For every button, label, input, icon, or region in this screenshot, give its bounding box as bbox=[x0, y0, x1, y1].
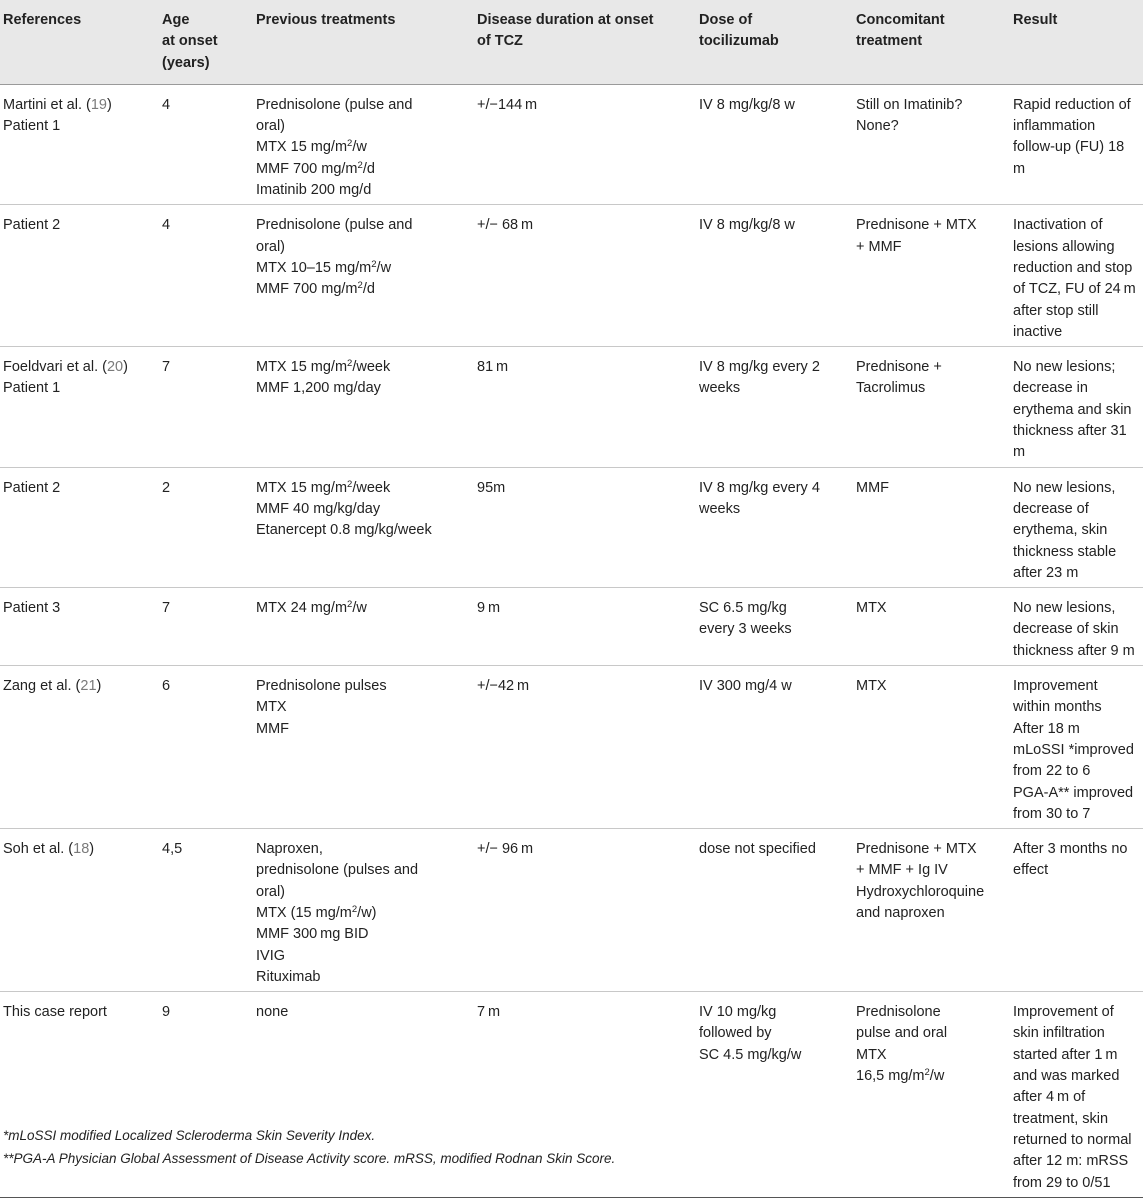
cell-line: effect bbox=[1013, 862, 1049, 879]
previous-treatments-cell bbox=[254, 829, 475, 992]
dose-cell bbox=[697, 666, 854, 829]
reference-line bbox=[3, 676, 156, 697]
age-cell bbox=[160, 829, 254, 992]
dose-cell bbox=[697, 84, 854, 204]
cell-line: After 3 months no bbox=[1013, 841, 1128, 858]
duration-cell bbox=[475, 666, 697, 829]
cell-line: from 30 to 7 bbox=[1013, 805, 1091, 822]
header-line: Result bbox=[1013, 12, 1058, 28]
header-line: References bbox=[3, 12, 82, 28]
concomitant-cell bbox=[854, 829, 1011, 992]
concomitant-cell bbox=[854, 666, 1011, 829]
cell-line: from 22 to 6 bbox=[1013, 763, 1091, 780]
text-segment: MTX 15 mg/m bbox=[256, 139, 348, 156]
cell-line: thickness stable bbox=[1013, 543, 1117, 560]
cell-line: every 3 weeks bbox=[699, 621, 792, 638]
cell-line: Etanercept 0.8 mg/kg/week bbox=[256, 522, 432, 539]
cell-line: IVIG bbox=[256, 947, 286, 964]
reference-cell bbox=[0, 588, 160, 666]
cell-line: Improvement bbox=[1013, 678, 1098, 695]
cell-line: from 29 to 0/51 bbox=[1013, 1174, 1111, 1191]
text-segment: /w) bbox=[357, 904, 377, 921]
duration-value: +/− 68 m bbox=[477, 217, 534, 234]
cell-line: Rapid reduction of bbox=[1013, 96, 1131, 113]
text-segment: /w bbox=[929, 1068, 945, 1085]
header-line: Previous treatments bbox=[256, 12, 396, 28]
concomitant-cell bbox=[854, 347, 1011, 467]
cell-line: SC 6.5 mg/kg bbox=[699, 600, 787, 617]
dose-cell bbox=[697, 347, 854, 467]
cell-line: Inactivation of bbox=[1013, 217, 1103, 234]
text-segment: MMF 700 mg/m bbox=[256, 160, 358, 177]
cell-line: m bbox=[1013, 444, 1026, 461]
age-cell bbox=[160, 347, 254, 467]
cell-line: after 23 m bbox=[1013, 564, 1079, 581]
age-cell bbox=[160, 205, 254, 347]
header-dose-of-tocilizumab bbox=[697, 0, 854, 84]
text-segment: /week bbox=[352, 479, 391, 496]
superscript: 2 bbox=[351, 903, 358, 915]
cell-line: MMF 40 mg/kg/day bbox=[256, 500, 381, 517]
cell-line: MMF 300 mg BID bbox=[256, 926, 369, 943]
duration-value: 81 m bbox=[477, 359, 509, 376]
reference-text: ) bbox=[106, 96, 112, 113]
cell-line: prednisolone (pulses and bbox=[256, 862, 419, 879]
duration-cell bbox=[475, 347, 697, 467]
cell-line: decrease of skin bbox=[1013, 621, 1119, 638]
cell-line: within months bbox=[1013, 699, 1102, 716]
age-value: 4 bbox=[162, 217, 171, 234]
header-line: tocilizumab bbox=[699, 33, 779, 50]
dose-cell bbox=[697, 588, 854, 666]
table-row bbox=[0, 666, 1143, 829]
superscript: 2 bbox=[357, 280, 363, 292]
cell-line: Prednisolone (pulse and bbox=[256, 96, 413, 113]
citation-number: 21 bbox=[80, 678, 97, 695]
duration-value: 7 m bbox=[477, 1004, 501, 1021]
cell-line: SC 4.5 mg/kg/w bbox=[699, 1046, 802, 1063]
cell-line: weeks bbox=[699, 500, 741, 517]
result-cell bbox=[1011, 992, 1143, 1198]
cell-line: None? bbox=[856, 118, 899, 135]
header-line: Age bbox=[162, 12, 190, 28]
cell-line: oral) bbox=[256, 118, 286, 135]
reference-text: Patient 2 bbox=[3, 479, 61, 496]
result-cell bbox=[1011, 84, 1143, 204]
cell-line: MTX bbox=[856, 678, 887, 695]
cell-line: + MMF + Ig IV bbox=[856, 862, 948, 879]
reference-cell bbox=[0, 347, 160, 467]
superscript: 2 bbox=[357, 159, 363, 171]
cell-line bbox=[256, 598, 471, 619]
table-header bbox=[0, 0, 1143, 84]
cell-line: m bbox=[1013, 160, 1026, 177]
cell-line: oral) bbox=[256, 238, 286, 255]
text-segment: /d bbox=[362, 281, 375, 298]
header-previous-treatments bbox=[254, 0, 475, 84]
cell-line: Imatinib 200 mg/d bbox=[256, 182, 372, 199]
cell-line: follow-up (FU) 18 bbox=[1013, 139, 1125, 156]
reference-line bbox=[3, 1002, 156, 1023]
text-segment: /w bbox=[376, 259, 392, 276]
previous-treatments-cell bbox=[254, 84, 475, 204]
cell-line bbox=[256, 478, 471, 499]
age-value: 7 bbox=[162, 600, 171, 617]
header-row bbox=[0, 0, 1143, 84]
cell-line: treatment, skin bbox=[1013, 1110, 1109, 1127]
duration-cell bbox=[475, 467, 697, 587]
citation-number: 18 bbox=[73, 841, 90, 858]
dose-cell bbox=[697, 992, 854, 1198]
previous-treatments-cell bbox=[254, 467, 475, 587]
duration-value: +/− 96 m bbox=[477, 841, 534, 858]
cell-line: After 18 m bbox=[1013, 720, 1080, 737]
result-cell bbox=[1011, 829, 1143, 992]
cell-line: Hydroxychloroquine bbox=[856, 883, 985, 900]
age-cell bbox=[160, 84, 254, 204]
cell-line: dose not specified bbox=[699, 841, 816, 858]
cell-line: Prednisolone bbox=[856, 1004, 941, 1021]
cell-line: Naproxen, bbox=[256, 841, 323, 858]
duration-value: 95m bbox=[477, 479, 506, 496]
concomitant-cell bbox=[854, 467, 1011, 587]
age-value: 4,5 bbox=[162, 841, 183, 858]
cell-line: Prednisolone pulses bbox=[256, 678, 387, 695]
cell-line: IV 300 mg/4 w bbox=[699, 678, 792, 695]
superscript: 2 bbox=[924, 1066, 930, 1078]
reference-line bbox=[3, 95, 156, 116]
text-segment: /week bbox=[352, 359, 391, 376]
concomitant-cell bbox=[854, 992, 1011, 1198]
cell-line bbox=[256, 137, 471, 158]
text-segment: MMF 700 mg/m bbox=[256, 281, 358, 298]
duration-value: 9 m bbox=[477, 600, 501, 617]
age-value: 4 bbox=[162, 96, 171, 113]
superscript: 2 bbox=[347, 598, 353, 610]
duration-cell bbox=[475, 588, 697, 666]
reference-text: ) bbox=[89, 841, 95, 858]
reference-text: ) bbox=[123, 359, 128, 376]
result-cell bbox=[1011, 666, 1143, 829]
age-value: 7 bbox=[162, 359, 171, 376]
text-segment: MTX (15 mg/m bbox=[256, 904, 352, 921]
cell-line: No new lesions; bbox=[1013, 359, 1116, 376]
cell-line bbox=[256, 903, 471, 924]
cell-line: thickness after 9 m bbox=[1013, 642, 1135, 659]
previous-treatments-cell bbox=[254, 588, 475, 666]
cell-line: after 12 m: mRSS bbox=[1013, 1153, 1129, 1170]
cell-line: IV 8 mg/kg/8 w bbox=[699, 96, 795, 113]
cell-line bbox=[856, 1066, 1007, 1087]
cell-line: IV 10 mg/kg bbox=[699, 1004, 777, 1021]
cell-line: of TCZ, FU of 24 m bbox=[1013, 281, 1136, 298]
cell-line: and naproxen bbox=[856, 904, 945, 921]
reference-text: Zang et al. ( bbox=[3, 678, 81, 695]
cell-line: mLoSSI *improved bbox=[1013, 741, 1134, 758]
header-line: Disease duration at onset bbox=[477, 12, 654, 28]
reference-cell bbox=[0, 829, 160, 992]
patient-label: Patient 1 bbox=[3, 380, 61, 397]
cell-line: MTX bbox=[856, 600, 887, 617]
reference-text: Martini et al. ( bbox=[3, 96, 91, 113]
superscript: 2 bbox=[347, 138, 353, 150]
table-row bbox=[0, 84, 1143, 204]
header-result bbox=[1011, 0, 1143, 84]
reference-line bbox=[3, 839, 156, 860]
cell-line: Improvement of bbox=[1013, 1004, 1114, 1021]
patient-label: Patient 1 bbox=[3, 118, 61, 135]
concomitant-cell bbox=[854, 205, 1011, 347]
result-cell bbox=[1011, 205, 1143, 347]
cell-line: Prednisolone (pulse and bbox=[256, 217, 413, 234]
dose-cell bbox=[697, 467, 854, 587]
cell-line: Prednisone + MTX bbox=[856, 217, 977, 234]
cell-line: Prednisone + MTX bbox=[856, 841, 977, 858]
reference-cell bbox=[0, 666, 160, 829]
age-cell bbox=[160, 467, 254, 587]
cell-line: MTX bbox=[256, 699, 287, 716]
cell-line bbox=[256, 279, 471, 300]
reference-cell bbox=[0, 205, 160, 347]
cell-line bbox=[256, 258, 471, 279]
footnotes bbox=[3, 1124, 615, 1170]
citation-number: 19 bbox=[90, 96, 107, 113]
cell-line: oral) bbox=[256, 883, 286, 900]
cell-line: inactive bbox=[1013, 323, 1063, 340]
cell-line: thickness after 31 bbox=[1013, 423, 1127, 440]
table-row bbox=[0, 829, 1143, 992]
previous-treatments-cell bbox=[254, 666, 475, 829]
cell-line bbox=[256, 159, 471, 180]
result-cell bbox=[1011, 467, 1143, 587]
header-references bbox=[0, 0, 160, 84]
cell-line: lesions allowing bbox=[1013, 238, 1115, 255]
cell-line: IV 8 mg/kg every 4 bbox=[699, 479, 820, 496]
header-line: at onset bbox=[162, 33, 218, 50]
cell-line: MMF 1,200 mg/day bbox=[256, 380, 381, 397]
duration-value: +/−42 m bbox=[477, 678, 530, 695]
cell-line: erythema, skin bbox=[1013, 522, 1108, 539]
reference-line bbox=[3, 478, 156, 499]
header-disease-duration bbox=[475, 0, 697, 84]
text-segment: /w bbox=[352, 139, 367, 156]
header-line: of TCZ bbox=[477, 33, 523, 50]
table-row bbox=[0, 588, 1143, 666]
cell-line: returned to normal bbox=[1013, 1131, 1132, 1148]
header-age-at-onset bbox=[160, 0, 254, 84]
cell-line: inflammation bbox=[1013, 118, 1096, 135]
reference-text: This case report bbox=[3, 1004, 107, 1021]
concomitant-cell bbox=[854, 84, 1011, 204]
cell-line: after stop still bbox=[1013, 302, 1099, 319]
cell-line: pulse and oral bbox=[856, 1025, 948, 1042]
table-row bbox=[0, 205, 1143, 347]
reference-line bbox=[3, 215, 156, 236]
table-row bbox=[0, 467, 1143, 587]
text-segment: /d bbox=[362, 160, 375, 177]
duration-cell bbox=[475, 205, 697, 347]
cell-line: decrease of bbox=[1013, 500, 1089, 517]
previous-treatments-cell bbox=[254, 347, 475, 467]
reference-text: Patient 3 bbox=[3, 600, 61, 617]
cell-line: and was marked bbox=[1013, 1068, 1120, 1085]
age-value: 6 bbox=[162, 678, 171, 695]
superscript: 2 bbox=[347, 357, 353, 369]
cell-line: erythema and skin bbox=[1013, 401, 1132, 418]
cell-line: followed by bbox=[699, 1025, 772, 1042]
text-segment: MTX 15 mg/m bbox=[256, 359, 348, 376]
header-concomitant-treatment bbox=[854, 0, 1011, 84]
cell-line: IV 8 mg/kg/8 w bbox=[699, 217, 795, 234]
cell-line: skin infiltration bbox=[1013, 1025, 1105, 1042]
result-cell bbox=[1011, 588, 1143, 666]
age-value: 9 bbox=[162, 1004, 171, 1021]
cell-line: No new lesions, bbox=[1013, 479, 1116, 496]
text-segment: /w bbox=[352, 600, 367, 617]
text-segment: MTX 15 mg/m bbox=[256, 479, 348, 496]
footnote-pga-a: **PGA-A Physician Global Assessment of Disease Activity score. mRSS, modified Rodnan Skin Score. bbox=[3, 1151, 616, 1166]
cell-line: MMF bbox=[256, 720, 290, 737]
result-cell bbox=[1011, 347, 1143, 467]
cell-line: weeks bbox=[699, 380, 741, 397]
duration-cell bbox=[475, 829, 697, 992]
citation-number: 20 bbox=[106, 359, 124, 376]
text-segment: MTX 10–15 mg/m bbox=[256, 259, 372, 276]
reference-text: Soh et al. ( bbox=[3, 841, 74, 858]
dose-cell bbox=[697, 205, 854, 347]
cell-line: No new lesions, bbox=[1013, 600, 1116, 617]
reference-text: Patient 2 bbox=[3, 217, 61, 234]
cell-line: after 4 m of bbox=[1013, 1089, 1086, 1106]
header-line: treatment bbox=[856, 33, 923, 50]
cell-line: started after 1 m bbox=[1013, 1046, 1118, 1063]
cell-line: reduction and stop bbox=[1013, 259, 1133, 276]
age-value: 2 bbox=[162, 479, 171, 496]
header-line: (years) bbox=[162, 54, 210, 71]
cell-line: + MMF bbox=[856, 238, 902, 255]
previous-treatments-cell bbox=[254, 205, 475, 347]
cell-line: MTX bbox=[856, 1046, 887, 1063]
reference-text: ) bbox=[96, 678, 102, 695]
cell-line: IV 8 mg/kg every 2 bbox=[699, 359, 820, 376]
cell-line: Rituximab bbox=[256, 968, 321, 985]
cell-line: Tacrolimus bbox=[856, 380, 926, 397]
text-segment: MTX 24 mg/m bbox=[256, 600, 348, 617]
superscript: 2 bbox=[371, 258, 377, 270]
cell-line: Prednisone + bbox=[856, 359, 942, 376]
cell-line: none bbox=[256, 1004, 289, 1021]
cell-line: MMF bbox=[856, 479, 890, 496]
age-cell bbox=[160, 666, 254, 829]
footnote-mlossi: *mLoSSI modified Localized Scleroderma Skin Severity Index. bbox=[3, 1128, 376, 1143]
cell-line: PGA-A** improved bbox=[1013, 784, 1134, 801]
cell-line: Still on Imatinib? bbox=[856, 96, 963, 113]
reference-cell bbox=[0, 84, 160, 204]
reference-line bbox=[3, 598, 156, 619]
dose-cell bbox=[697, 829, 854, 992]
superscript: 2 bbox=[347, 478, 353, 490]
age-cell bbox=[160, 588, 254, 666]
duration-cell bbox=[475, 84, 697, 204]
cell-line bbox=[256, 357, 471, 378]
reference-line bbox=[3, 357, 156, 378]
header-line: Concomitant bbox=[856, 12, 945, 28]
table-row bbox=[0, 347, 1143, 467]
concomitant-cell bbox=[854, 588, 1011, 666]
table-body bbox=[0, 84, 1143, 1197]
header-line: Dose of bbox=[699, 12, 753, 28]
text-segment: 16,5 mg/m bbox=[856, 1068, 925, 1085]
reference-text: Foeldvari et al. ( bbox=[3, 359, 107, 376]
duration-value: +/−144 m bbox=[477, 96, 538, 113]
cell-line: decrease in bbox=[1013, 380, 1088, 397]
reference-cell bbox=[0, 467, 160, 587]
